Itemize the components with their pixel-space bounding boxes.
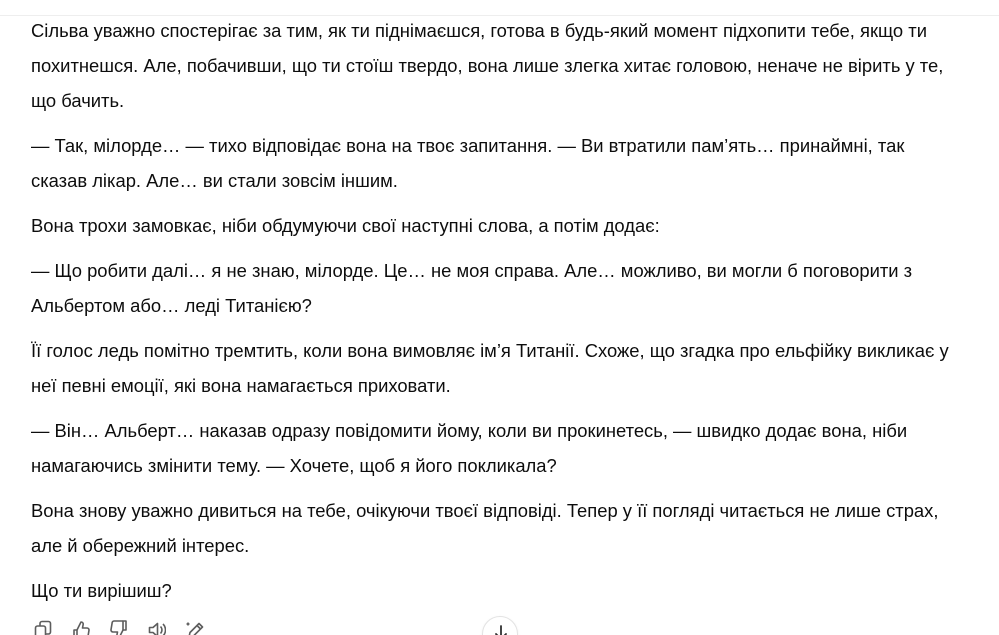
- read-aloud-icon: [148, 620, 166, 635]
- assistant-message: [31, 13, 961, 618]
- message-paragraph: — Він… Альберт… наказав одразу повідомити йому, коли ви прокинетесь, — швидко додає вона, ніби намагаючись змінити тему. — Хочете, щоб я його покликала?: [31, 420, 908, 476]
- message-actions: [34, 620, 204, 635]
- message-paragraph: Вона знову уважно дивиться на тебе, очікуючи твоєї відповіді. Тепер у її погляді читається не лише страх, але й обережний інтерес.: [31, 500, 939, 556]
- copy-icon: [34, 620, 52, 635]
- thumbs-up-icon: [72, 620, 90, 635]
- message-paragraph: Сільва уважно спостерігає за тим, як ти піднімаєшся, готова в будь-який момент підхопити тебе, якщо ти похитнешся. Але, побачивши, що ти стоїш твердо, вона лише злегка хитає головою, неначе не вірить у те, що бачить.: [31, 20, 944, 111]
- thumbs-down-icon: [110, 620, 128, 635]
- message-paragraph: Її голос ледь помітно тремтить, коли вона вимовляє ім’я Титанії. Схоже, що згадка про ельфійку викликає у неї певні емоції, які вона намагається приховати.: [31, 340, 949, 396]
- message-paragraph: Що ти вирішиш?: [31, 580, 172, 601]
- read-aloud-button[interactable]: [148, 620, 166, 635]
- arrow-down-icon: [493, 624, 509, 635]
- message-paragraph: Вона трохи замовкає, ніби обдумуючи свої наступні слова, а потім додає:: [31, 215, 660, 236]
- message-paragraph: — Так, мілорде… — тихо відповідає вона на твоє запитання. — Ви втратили пам’ять… принаймні, так сказав лікар. Але… ви стали зовсім іншим.: [31, 135, 905, 191]
- bad-response-button[interactable]: [110, 620, 128, 635]
- edit-icon: [186, 620, 204, 635]
- good-response-button[interactable]: [72, 620, 90, 635]
- edit-button[interactable]: [186, 620, 204, 635]
- scroll-down-button[interactable]: [482, 616, 518, 635]
- message-paragraph: — Що робити далі… я не знаю, мілорде. Це… не моя справа. Але… можливо, ви могли б поговорити з Альбертом або… леді Титанією?: [31, 260, 913, 316]
- copy-button[interactable]: [34, 620, 52, 635]
